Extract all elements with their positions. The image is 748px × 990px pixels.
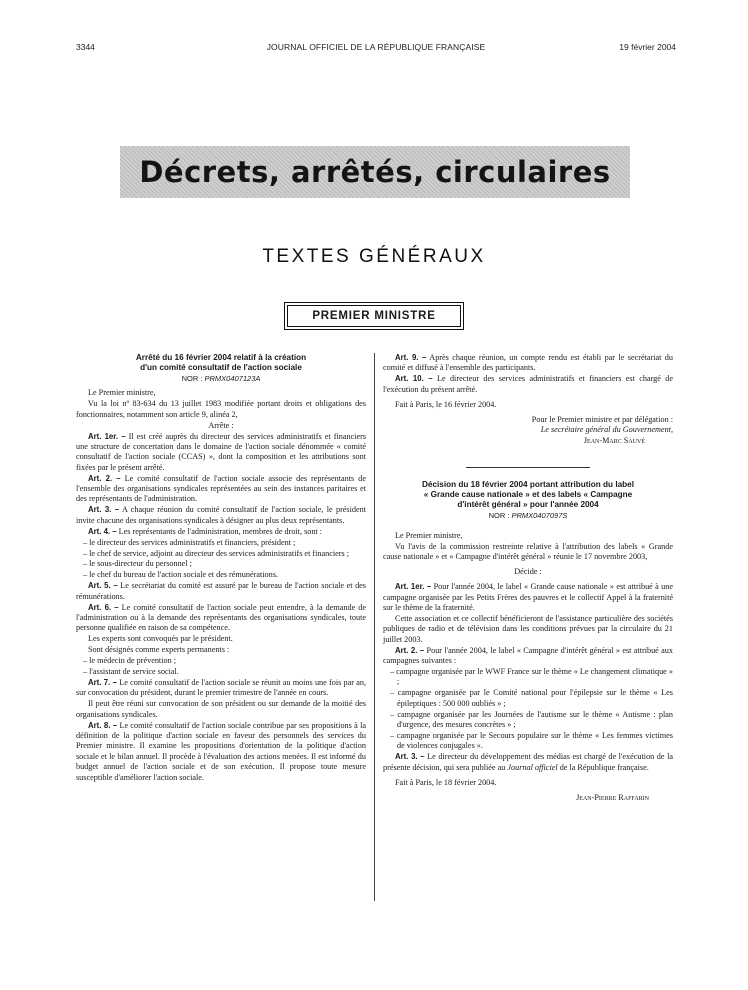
article-6-permanent: Sont désignés comme experts permanents :	[88, 645, 230, 655]
journal-title: JOURNAL OFFICIEL DE LA RÉPUBLIQUE FRANÇAISE	[266, 42, 486, 52]
arrete-word: Arrête :	[208, 420, 234, 430]
list-item: – le directeur des services administratifs et financiers, président ;	[83, 537, 296, 547]
left-column	[76, 353, 366, 783]
signature-place-date: Fait à Paris, le 16 février 2004.	[395, 399, 497, 409]
signature-place-date: Fait à Paris, le 18 février 2004.	[395, 777, 497, 787]
page-number: 3344	[76, 42, 95, 52]
signer-name: Jean-Marc Sauvé	[583, 436, 645, 446]
delegation-line: Pour le Premier ministre et par délégation :	[531, 414, 673, 424]
decide-word: Décide :	[514, 567, 542, 577]
article-2: Art. 2. – Le comité consultatif de l'action sociale associe des représentants de l'ensemble des organisations syndicales représentées au sein des instances paritaires et des représentants de l'administration.	[76, 473, 366, 504]
list-item: – le chef du bureau de l'action sociale et des rémunérations.	[83, 570, 278, 580]
article-5: Art. 5. – Le secrétariat du comité est assuré par le bureau de l'action sociale et des rémunérations.	[76, 581, 366, 601]
vu-clause: Vu l'avis de la commission restreinte relative à l'attribution des labels « Grande cause nationale » et « Campagne d'intérêt général » réunie le 17 novembre 2003,	[383, 542, 673, 562]
section-title: TEXTES GÉNÉRAUX	[262, 246, 486, 267]
article-6-experts: Les experts sont convoqués par le président.	[88, 634, 233, 644]
arrete-title: Arrêté du 16 février 2004 relatif à la création d'un comité consultatif de l'action sociale	[135, 353, 307, 372]
decision-nor: NOR : PRMX0407097S	[488, 510, 568, 520]
banner-title: Décrets, arrêtés, circulaires	[139, 155, 611, 189]
minister-line: Le Premier ministre,	[395, 531, 463, 541]
right-column	[383, 353, 673, 803]
list-item: – l'assistant de service social.	[83, 666, 179, 676]
arrete-nor: NOR : PRMX0407123A	[181, 374, 261, 383]
article-8: Art. 8. – Le comité consultatif de l'action sociale contribue par ses propositions à la définition de la politique d'action sociale en faveur des personnels des services du Premier ministre. Il examine les propositions d'orientation de la politique d'action sociale et le bilan annuel. Il procède à l'évaluation des actions menées. Il est informé du budget annuel de l'action sociale et de son exécution. Il propose toute mesure susceptible d'améliorer l'action sociale.	[76, 720, 366, 782]
decision-article-3: Art. 3. – Le directeur du développement des médias est chargé de l'exécution de la présente décision, qui sera publiée au Journal officiel de la République française.	[383, 752, 673, 772]
article-3: Art. 3. – A chaque réunion du comité consultatif de l'action sociale, le président invite chacune des organisations syndicales à désigner au plus deux représentants.	[76, 505, 366, 525]
minister-line: Le Premier ministre,	[88, 388, 156, 398]
signer-title: Le secrétaire général du Gouvernement,	[540, 425, 673, 435]
list-item: – le chef de service, adjoint au directeur des services administratifs et financiers ;	[83, 548, 349, 558]
article-6: Art. 6. – Le comité consultatif de l'action sociale peut entendre, à la demande de l'administration ou à la demande des représentants des organisations syndicales, toute personne qualifiée en raison de sa compétence.	[76, 602, 366, 633]
decision-article-2: Art. 2. – Pour l'année 2004, le label « Campagne d'intérêt général » est attribué aux campagnes suivantes :	[383, 645, 673, 666]
list-item: – le sous-directeur du personnel ;	[83, 559, 192, 569]
article-9: Art. 9. – Après chaque réunion, un compte rendu est établi par le secrétariat du comité et diffusé à l'ensemble des participants.	[383, 353, 673, 373]
article-10: Art. 10. – Le directeur des services administratifs et financiers est chargé de l'exécution du présent arrêté.	[383, 374, 674, 394]
ministry-box	[284, 302, 464, 330]
list-item: – campagne organisée par le Secours populaire sur le thème « Les femmes victimes de violences conjugales ».	[390, 730, 673, 751]
issue-date: 19 février 2004	[619, 42, 676, 52]
decision-article-1-assistance: Cette association et ce collectif bénéficieront de l'assistance particulière des sociétés publiques de radio et de télévision dans les conditions prévues par la circulaire du 21 juillet 2003.	[383, 614, 673, 644]
ministry-name: PREMIER MINISTRE	[287, 305, 461, 327]
article-1: Art. 1er. – Il est créé auprès du directeur des services administratifs et financiers une structure de concertation dans le domaine de l'action sociale dénommée « comité consultatif de l'action sociale (CCAS) », dont la composition et les attributions sont fixées par le présent arrêté.	[76, 431, 366, 472]
column-divider	[374, 353, 375, 901]
list-item: – campagne organisée par le WWF France sur le thème « Le changement climatique » ;	[390, 667, 673, 687]
article-7-convocation: Il peut être réuni sur convocation de son président ou sur demande de la moitié des organisations syndicales.	[76, 699, 366, 719]
vu-clause: Vu la loi nº 83-634 du 13 juillet 1983 modifiée portant droits et obligations des fonctionnaires, notamment son article 9, alinéa 2,	[76, 399, 366, 419]
list-item: – campagne organisée par le Comité national pour l'épilepsie sur le thème « Les épileptiques : 500 000 oubliés » ;	[390, 688, 673, 708]
list-item: – le médecin de prévention ;	[83, 656, 176, 666]
running-header	[76, 42, 676, 54]
article-4: Art. 4. – Les représentants de l'administration, membres de droit, sont :	[88, 526, 323, 536]
section-banner	[120, 146, 630, 198]
decision-article-1: Art. 1er. – Pour l'année 2004, le label « Grande cause nationale » est attribué à une campagne organisée par les Petits Frères des pauvres et le collectif Appel à la fraternité sur le thème de la fraternité.	[383, 582, 674, 613]
separator-rule	[466, 467, 590, 468]
article-7: Art. 7. – Le comité consultatif de l'action sociale se réunit au moins une fois par an, sur convocation du président, durant le premier trimestre de l'année en cours.	[76, 677, 366, 698]
decision-title: Décision du 18 février 2004 portant attribution du label « Grande cause nationale » et des labels « Campagne d'intérêt général » pour l'année 2004	[421, 479, 634, 509]
signer-name: Jean-Pierre Raffarin	[576, 792, 649, 802]
list-item: – campagne organisée par les Journées de l'autisme sur le thème « Autisme : plan d'urgence, des mesures concrètes » ;	[390, 709, 673, 730]
